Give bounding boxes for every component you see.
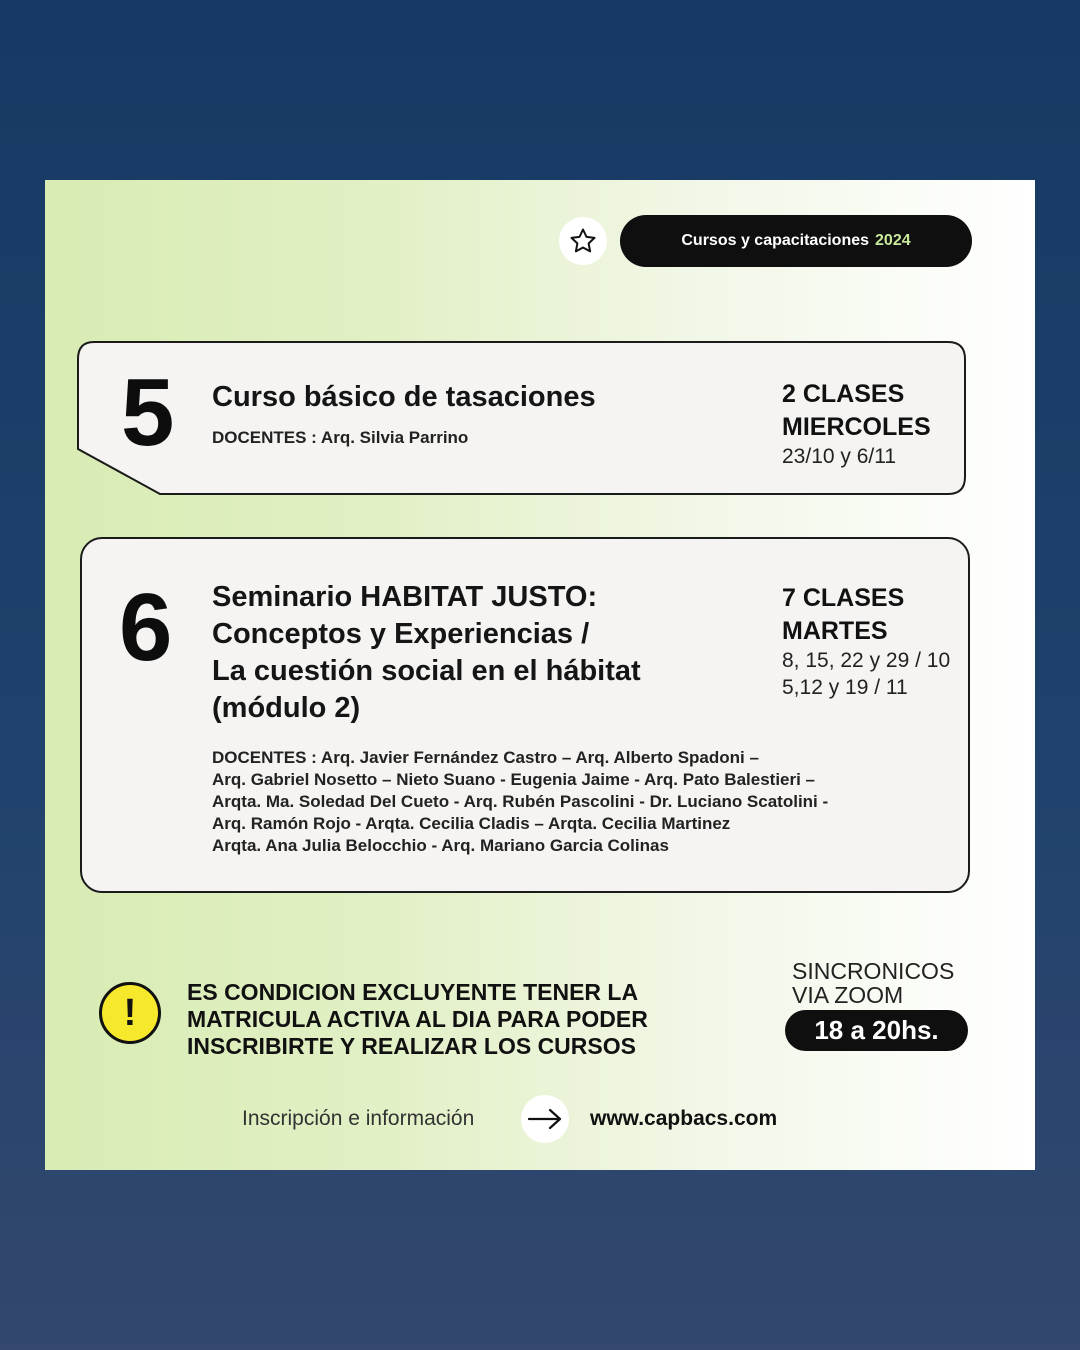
- class-day: MIERCOLES: [782, 413, 931, 441]
- header-pill-year: 2024: [875, 232, 911, 249]
- course-title-line: (módulo 2): [212, 692, 361, 724]
- course-schedule-6: [782, 582, 904, 648]
- docentes-line: DOCENTES : Arq. Silvia Parrino: [212, 428, 469, 447]
- header-pill: [620, 215, 972, 267]
- class-dates-line: 5,12 y 19 / 11: [782, 676, 908, 699]
- course-title-5: [212, 379, 596, 416]
- docentes-line: DOCENTES : Arq. Javier Fernández Castro – Arq. Alberto Spadoni –: [212, 748, 759, 767]
- class-day: MARTES: [782, 617, 888, 645]
- warning-line: INSCRIBIRTE Y REALIZAR LOS CURSOS: [187, 1033, 636, 1059]
- exclamation-icon: !: [99, 982, 161, 1044]
- time-badge: 18 a 20hs.: [785, 1010, 968, 1051]
- course-docentes-6: [212, 747, 828, 857]
- docentes-line: Arqta. Ana Julia Belocchio - Arq. Mariano Garcia Colinas: [212, 836, 669, 855]
- course-number-6: 6: [119, 574, 173, 681]
- course-title-line: Conceptos y Experiencias /: [212, 618, 590, 650]
- modality-text: [792, 959, 954, 1007]
- course-title-line: Curso básico de tasaciones: [212, 381, 596, 413]
- star-icon: [568, 226, 598, 256]
- course-title-6: [212, 579, 641, 727]
- star-badge: [559, 217, 607, 265]
- arrow-right-icon: [527, 1108, 563, 1130]
- class-dates-line: 8, 15, 22 y 29 / 10: [782, 649, 951, 672]
- warning-line: ES CONDICION EXCLUYENTE TENER LA: [187, 979, 639, 1005]
- course-title-line: La cuestión social en el hábitat: [212, 655, 641, 687]
- docentes-line: Arqta. Ma. Soledad Del Cueto - Arq. Rubén Pascolini - Dr. Luciano Scatolini -: [212, 792, 829, 811]
- header-pill-label: Cursos y capacitaciones: [681, 232, 870, 249]
- course-number-5: 5: [121, 359, 175, 466]
- website-link[interactable]: www.capbacs.com: [590, 1107, 778, 1130]
- modality-line: SINCRONICOS: [792, 958, 955, 984]
- docentes-line: Arq. Ramón Rojo - Arqta. Cecilia Cladis – Arqta. Cecilia Martinez: [212, 814, 731, 833]
- course-flyer: [45, 180, 1035, 1170]
- docentes-line: Arq. Gabriel Nosetto – Nieto Suano - Eugenia Jaime - Arq. Pato Balestieri –: [212, 770, 816, 789]
- course-dates-6: [782, 647, 950, 701]
- registration-warning: [187, 979, 707, 1060]
- warning-line: MATRICULA ACTIVA AL DIA PARA PODER: [187, 1006, 648, 1032]
- class-count: 7 CLASES: [782, 584, 905, 612]
- course-schedule-5: [782, 378, 931, 444]
- modality-line: VIA ZOOM: [792, 982, 904, 1008]
- info-label: Inscripción e información: [242, 1107, 475, 1130]
- course-docentes-5: [212, 427, 468, 449]
- class-dates-line: 23/10 y 6/11: [782, 445, 897, 468]
- arrow-badge: [521, 1095, 569, 1143]
- course-title-line: Seminario HABITAT JUSTO:: [212, 581, 598, 613]
- course-dates-5: [782, 443, 896, 470]
- class-count: 2 CLASES: [782, 380, 905, 408]
